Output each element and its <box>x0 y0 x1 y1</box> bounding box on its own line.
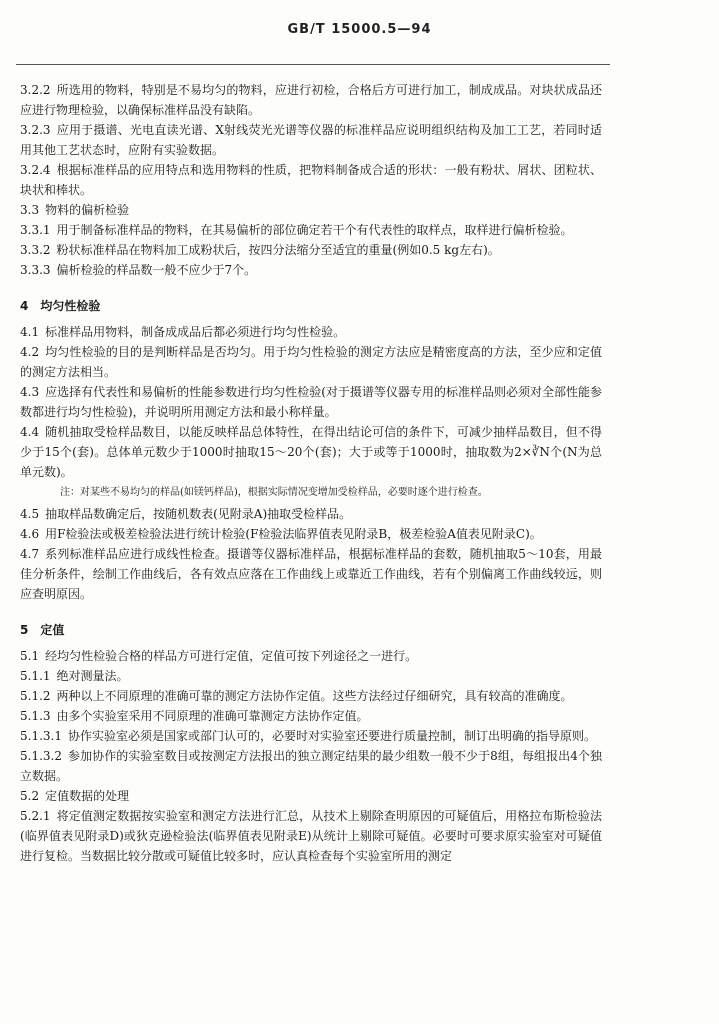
clause-5-1-3-2 <box>20 746 602 786</box>
clause-text: 定值数据的处理 <box>45 789 130 803</box>
clause-text: 参加协作的实验室数目或按测定方法报出的独立测定结果的最少组数一般不少于8组，每组报出4个独立数据。 <box>20 749 602 783</box>
clause-3-3-1 <box>20 220 602 240</box>
section-heading: 5 定值 <box>20 623 65 637</box>
clause-number: 5.1.3.1 <box>20 729 62 743</box>
clause-3-2-4 <box>20 160 602 200</box>
clause-number: 4.7 <box>20 547 40 561</box>
clause-number: 5.1.3 <box>20 709 51 723</box>
clause-3-3-2 <box>20 240 602 260</box>
clause-text: 标准样品用物料，制备成成品后都必须进行均匀性检验。 <box>45 325 346 339</box>
clause-number: 5.1.1 <box>20 669 51 683</box>
clause-text: 用于制备标准样品的物料，在其易偏析的部位确定若干个有代表性的取样点，取样进行偏析检验。 <box>56 223 573 237</box>
clause-text: 经均匀性检验合格的样品方可进行定值，定值可按下列途径之一进行。 <box>45 649 418 663</box>
clause-4-1 <box>20 322 602 342</box>
clause-5-1-3-1 <box>20 726 602 746</box>
clause-number: 3.2.3 <box>20 123 51 137</box>
clause-text: 根据标准样品的应用特点和选用物料的性质，把物料制备成合适的形状：一般有粉状、屑状、团粒状、块状和棒状。 <box>20 163 602 197</box>
clause-text: 所选用的物料，特别是不易均匀的物料，应进行初检，合格后方可进行加工，制成成品。对块状成品还应进行物理检验，以确保标准样品没有缺陷。 <box>20 83 602 117</box>
clause-4-2 <box>20 342 602 382</box>
clause-number: 4.2 <box>20 345 40 359</box>
clause-text: 系列标准样品应进行成线性检查。摄谱等仪器标准样品，根据标准样品的套数，随机抽取5～10套，用最佳分析条件，绘制工作曲线后，各有效点应落在工作曲线上或靠近工作曲线，若有个别偏离工作曲线较远，则应查明原因。 <box>20 547 602 601</box>
clause-3-2-2 <box>20 80 602 120</box>
clause-3-2-3 <box>20 120 602 160</box>
clause-number: 5.1 <box>20 649 40 663</box>
section-5 <box>20 620 602 866</box>
header-rule <box>16 64 610 65</box>
clause-number: 3.2.4 <box>20 163 51 177</box>
clause-4-3 <box>20 382 602 422</box>
note: 注：对某些不易均匀的样品(如镁钙样品)，根据实际情况变增加受检样品，必要时逐个进行检查。 <box>60 487 488 498</box>
clause-number: 3.2.2 <box>20 83 51 97</box>
clause-4-6 <box>20 524 602 544</box>
page-header: GB/T 15000.5—94 <box>287 22 432 37</box>
document-body <box>20 80 602 866</box>
clause-text: 绝对测量法。 <box>56 669 129 683</box>
clause-number: 5.1.2 <box>20 689 51 703</box>
clause-4-4 <box>20 422 602 482</box>
clause-number: 3.3.3 <box>20 263 51 277</box>
clause-5-1-3 <box>20 706 602 726</box>
clause-number: 4.3 <box>20 385 40 399</box>
clause-text: 均匀性检验的目的是判断样品是否均匀。用于均匀性检验的测定方法应是精密度高的方法，至少应和定值的测定方法相当。 <box>20 345 602 379</box>
clause-text: 两种以上不同原理的准确可靠的测定方法协作定值。这些方法经过仔细研究，具有较高的准确度。 <box>56 689 573 703</box>
section-heading: 4 均匀性检验 <box>20 299 101 313</box>
clause-4-7 <box>20 544 602 604</box>
section-3-continued <box>20 80 602 280</box>
clause-text: 物料的偏析检验 <box>45 203 130 217</box>
clause-3-3-3 <box>20 260 602 280</box>
clause-5-1 <box>20 646 602 666</box>
clause-5-1-2 <box>20 686 602 706</box>
clause-text: 由多个实验室采用不同原理的准确可靠测定方法协作定值。 <box>56 709 369 723</box>
clause-number: 3.3.1 <box>20 223 51 237</box>
clause-text: 随机抽取受检样品数目，以能反映样品总体特性，在得出结论可信的条件下，可减少抽样品数目，但不得少于15个(套)。总体单元数少于1000时抽取15～20个(套)；大于或等于1000时，抽取数为2×∛N个(N为总单元数)。 <box>20 425 602 479</box>
clause-text: 抽取样品数确定后，按随机数表(见附录A)抽取受检样品。 <box>45 507 352 521</box>
clause-3-3 <box>20 200 602 220</box>
clause-number: 5.2.1 <box>20 809 51 823</box>
clause-number: 5.2 <box>20 789 40 803</box>
clause-text: 协作实验室必须是国家或部门认可的，必要时对实验室还要进行质量控制，制订出明确的指导原则。 <box>67 729 596 743</box>
clause-4-5 <box>20 504 602 524</box>
clause-text: 应用于摄谱、光电直读光谱、X射线荧光光谱等仪器的标准样品应说明组织结构及加工工艺，若同时适用其他工艺状态时，应附有实验数据。 <box>20 123 602 157</box>
clause-number: 5.1.3.2 <box>20 749 62 763</box>
clause-number: 4.4 <box>20 425 40 439</box>
spacer <box>20 604 602 612</box>
clause-text: 偏析检验的样品数一般不应少于7个。 <box>56 263 257 277</box>
clause-5-2-1 <box>20 806 602 866</box>
clause-5-2 <box>20 786 602 806</box>
clause-number: 3.3 <box>20 203 40 217</box>
clause-5-1-1 <box>20 666 602 686</box>
spacer <box>20 280 602 288</box>
clause-number: 4.5 <box>20 507 40 521</box>
section-4 <box>20 296 602 604</box>
clause-number: 3.3.2 <box>20 243 51 257</box>
clause-text: 将定值测定数据按实验室和测定方法进行汇总，从技术上剔除查明原因的可疑值后，用格拉布斯检验法(临界值表见附录D)或狄克逊检验法(临界值表见附录E)从统计上剔除可疑值。必要时可要求原实验室对可疑值进行复检。当数据比较分散或可疑值比较多时，应认真检查每个实验室所用的测定 <box>20 809 602 863</box>
clause-text: 粉状标准样品在物料加工成粉状后，按四分法缩分至适宜的重量(例如0.5 kg左右)。 <box>56 243 500 257</box>
clause-text: 应选择有代表性和易偏析的性能参数进行均匀性检验(对于摄谱等仪器专用的标准样品则必须对全部性能参数都进行均匀性检验)，并说明所用测定方法和最小称样量。 <box>20 385 602 419</box>
clause-number: 4.6 <box>20 527 40 541</box>
clause-text: 用F检验法或极差检验法进行统计检验(F检验法临界值表见附录B，极差检验A值表见附录C)。 <box>45 527 542 541</box>
clause-number: 4.1 <box>20 325 40 339</box>
